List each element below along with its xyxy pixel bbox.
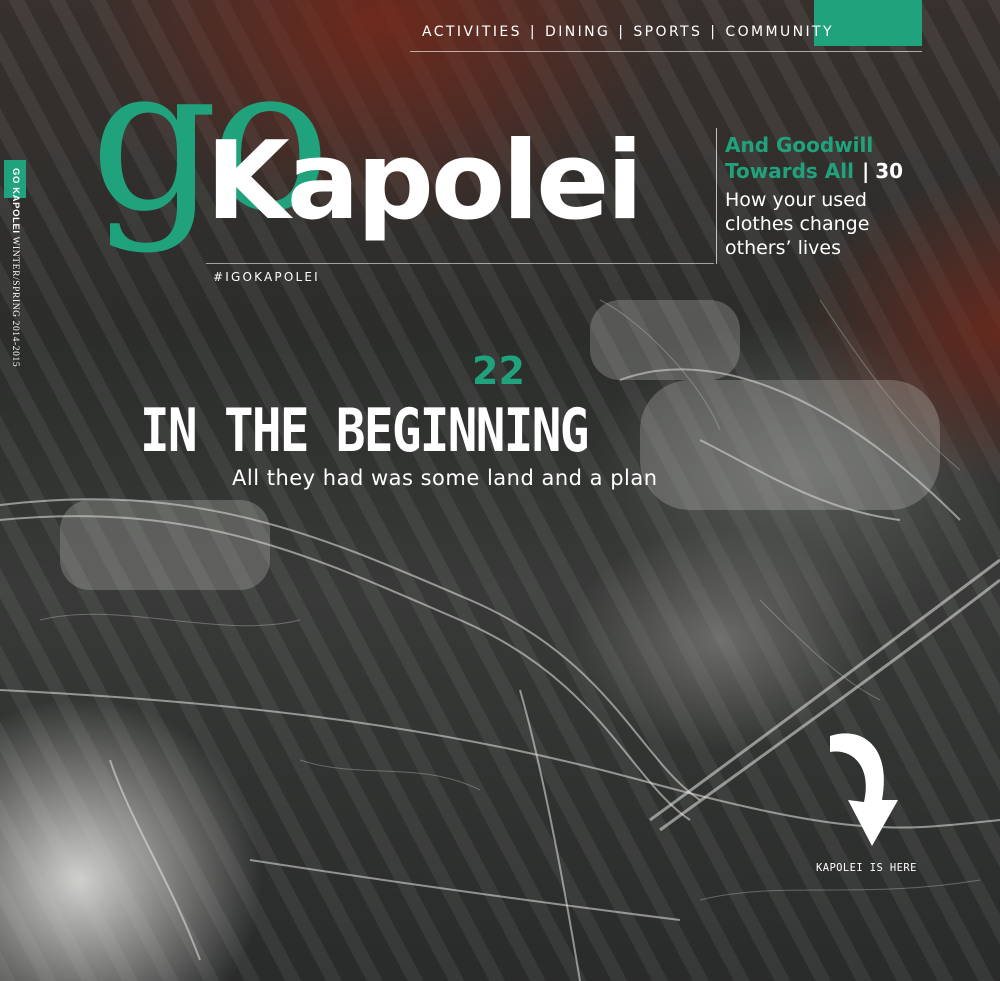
spine-text <box>10 168 21 367</box>
nav-sports[interactable]: SPORTS <box>633 24 703 40</box>
spine-issue: WINTER/SPRING 2014-2015 <box>10 236 20 368</box>
feature-title-line1: And Goodwill <box>725 133 874 157</box>
top-navigation <box>410 0 922 52</box>
nav-separator: | <box>710 24 718 40</box>
masthead-divider <box>206 263 714 264</box>
cover-story-title[interactable]: IN THE BEGINNING <box>140 396 588 466</box>
logo-go: go <box>90 23 323 256</box>
logo-kapolei: Kapolei <box>206 119 641 244</box>
feature-pipe: | <box>861 159 870 183</box>
nav-separator: | <box>529 24 538 40</box>
cover-story-page-number: 22 <box>472 349 525 393</box>
feature-page-number: 30 <box>875 159 904 183</box>
nav-community[interactable]: COMMUNITY <box>725 24 834 40</box>
spine-brand: GO KAPOLEI <box>10 168 21 234</box>
feature-headline[interactable] <box>725 132 903 184</box>
cover-story-subtitle: All they had was some land and a plan <box>232 466 658 490</box>
hashtag: #IGOKAPOLEI <box>213 270 320 284</box>
curved-arrow-down-icon <box>820 722 920 852</box>
nav-activities[interactable]: ACTIVITIES <box>422 24 522 40</box>
map-location-label: KAPOLEI IS HERE <box>816 862 917 874</box>
feature-title-line2: Towards All <box>725 159 854 183</box>
feature-divider <box>716 128 717 264</box>
nav-dining[interactable]: DINING <box>545 24 611 40</box>
nav-menu <box>422 24 834 40</box>
nav-separator: | <box>618 24 626 40</box>
feature-description: How your used clothes change others’ lives <box>725 189 870 259</box>
